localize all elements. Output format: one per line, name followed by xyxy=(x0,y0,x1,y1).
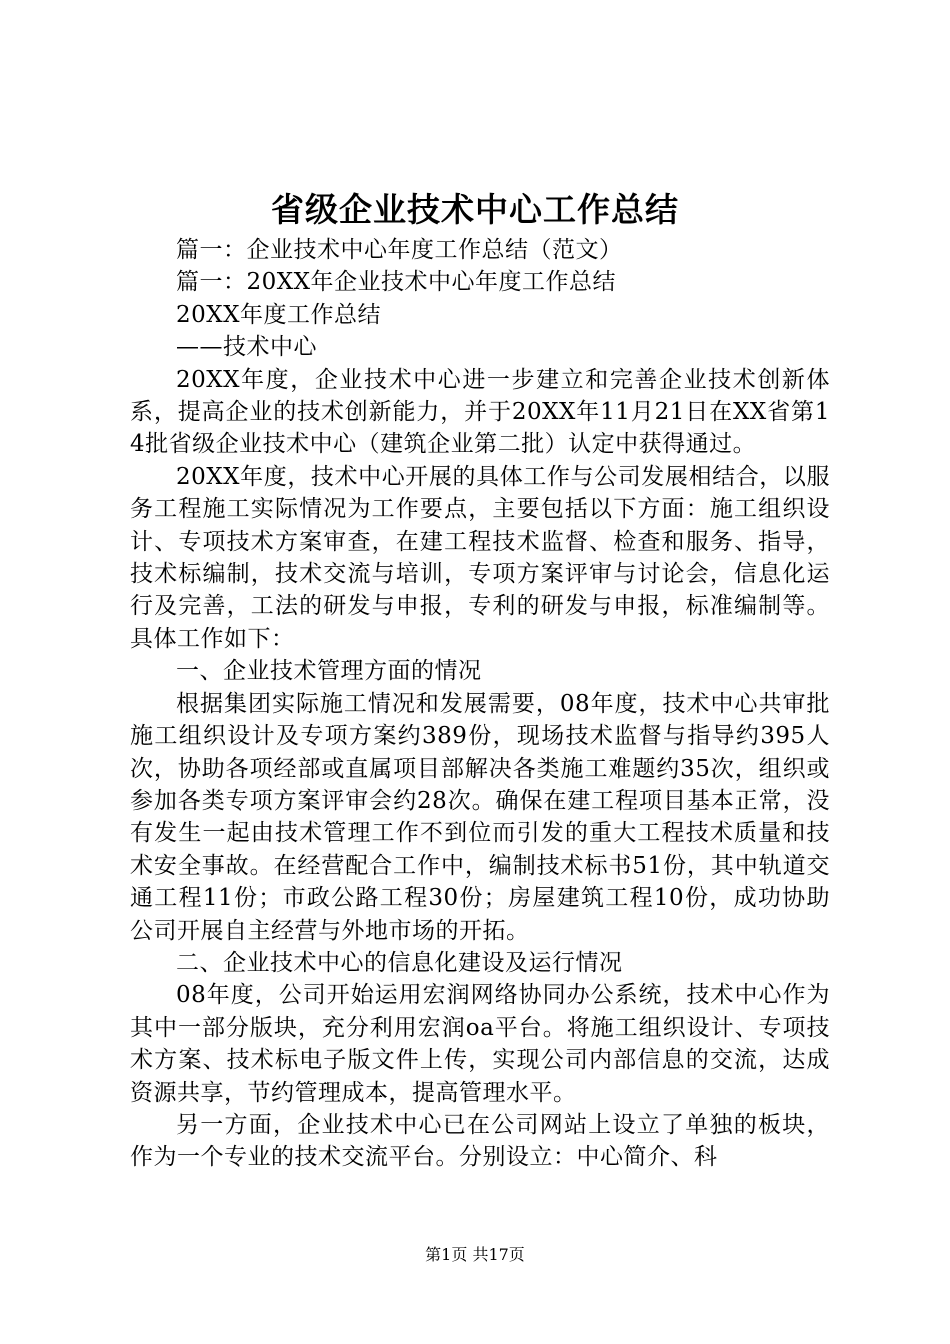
paragraph: 根据集团实际施工情况和发展需要，08年度，技术中心共审批施工组织设计及专项方案约389份，现场技术监督与指导约395人次，协助各项经部或直属项目部解决各类施工难题约35次，组织或参加各类专项方案评审会约28次。确保在建工程项目基本正常，没有发生一起由技术管理工作不到位而引发的重大工程技术质量和技术安全事故。在经营配合工作中，编制技术标书51份，其中轨道交通工程11份；市政公路工程30份；房屋建筑工程10份，成功协助公司开展自主经营与外地市场的开拓。 xyxy=(130,690,830,944)
document-body xyxy=(130,234,830,1174)
document-title: 省级企业技术中心工作总结 xyxy=(271,190,679,229)
paragraph: 篇一：20XX年企业技术中心年度工作总结 xyxy=(176,269,617,296)
page-footer: 第1页 共17页 xyxy=(425,1245,525,1264)
paragraph: 08年度，公司开始运用宏润网络协同办公系统，技术中心作为其中一部分版块，充分利用宏润oa平台。将施工组织设计、专项技术方案、技术标电子版文件上传，实现公司内部信息的交流，达成资源共享，节约管理成本，提高管理水平。 xyxy=(130,982,830,1106)
paragraph: ——技术中心 xyxy=(176,334,317,361)
paragraph: 20XX年度工作总结 xyxy=(176,301,382,328)
paragraph: 20XX年度，企业技术中心进一步建立和完善企业技术创新体系，提高企业的技术创新能力，并于20XX年11月21日在XX省第14批省级企业技术中心（建筑企业第二批）认定中获得通过。 xyxy=(130,366,830,458)
section-heading: 一、企业技术管理方面的情况 xyxy=(176,658,482,685)
paragraph: 篇一：企业技术中心年度工作总结（范文） xyxy=(176,237,623,263)
section-heading: 二、企业技术中心的信息化建设及运行情况 xyxy=(176,949,623,976)
paragraph: 20XX年度，技术中心开展的具体工作与公司发展相结合，以服务工程施工实际情况为工作要点，主要包括以下方面：施工组织设计、专项技术方案审查，在建工程技术监督、检查和服务、指导，技术标编制，技术交流与培训，专项方案评审与讨论会，信息化运行及完善，工法的研发与申报，专利的研发与申报，标准编制等。具体工作如下： xyxy=(130,463,830,652)
paragraph: 另一方面，企业技术中心已在公司网站上设立了单独的板块，作为一个专业的技术交流平台。分别设立：中心简介、科 xyxy=(130,1111,830,1171)
